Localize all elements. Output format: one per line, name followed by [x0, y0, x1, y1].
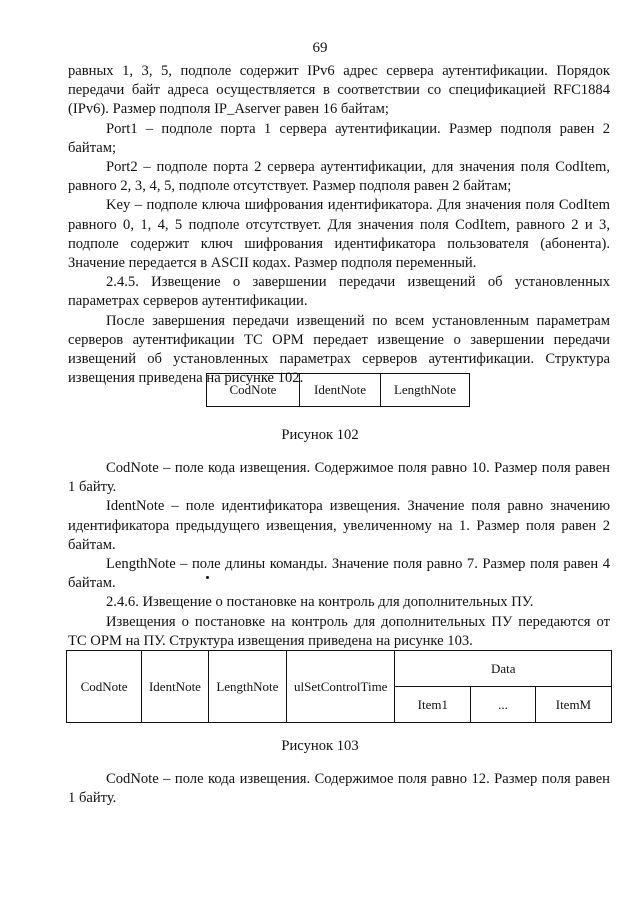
- paragraph: Port1 – подполе порта 1 сервера аутентификации. Размер подполя равен 2 байтам;: [68, 120, 610, 156]
- text-block-2: [68, 459, 610, 651]
- stray-dot: [206, 576, 209, 579]
- cell-itemm: ItemM: [535, 687, 611, 723]
- paragraph: равных 1, 3, 5, подполе содержит IPv6 адрес сервера аутентификации. Порядок передачи байт адреса осуществляется в соответствии со спецификацией RFC1884 (IPv6). Размер подполя IP_Aserver равен 16 байтам;: [68, 63, 610, 118]
- section-heading: 2.4.5. Извещение о завершении передачи извещений об установленных параметрах серверов аутентификации.: [68, 274, 610, 310]
- cell-ellipsis: ...: [471, 687, 536, 723]
- paragraph: После завершения передачи извещений по всем установленным параметрам серверов аутентификации ТС ОРМ передает извещение о завершении передачи извещений об установленных параметрах серверов аутентификации. Структура извещения приведена на рисунке 102.: [68, 312, 610, 387]
- figure-102-caption: Рисунок 102: [281, 427, 359, 443]
- cell-lengthnote: LengthNote: [208, 651, 286, 723]
- paragraph: Key – подполе ключа шифрования идентификатора. Для значения поля CodItem равного 0, 1, 4, 5 подполе отсутствует. Для значения поля CodItem, равного 2 и 3, подполе содержит ключ шифрования идентификатора пользователя (абонента). Значение передается в ASCII кодах. Размер подполя переменный.: [68, 197, 610, 272]
- page-number: 69: [312, 40, 328, 56]
- cell-item1: Item1: [395, 687, 471, 723]
- paragraph: Извещения о постановке на контроль для дополнительных ПУ передаются от ТС ОРМ на ПУ. Структура извещения приведена на рисунке 103.: [68, 613, 610, 649]
- text-block-3: [68, 770, 610, 808]
- cell-codnote: CodNote: [207, 374, 300, 407]
- paragraph: CodNote – поле кода извещения. Содержимое поля равно 10. Размер поля равен 1 байту.: [68, 460, 610, 496]
- cell-identnote: IdentNote: [142, 651, 208, 723]
- figure-102-table: [206, 373, 470, 407]
- figure-103-caption: Рисунок 103: [281, 738, 359, 754]
- text-block-1: [68, 62, 610, 388]
- figure-103-table: [66, 650, 612, 723]
- section-heading: 2.4.6. Извещение о постановке на контроль для дополнительных ПУ.: [106, 594, 534, 611]
- cell-identnote: IdentNote: [300, 374, 381, 407]
- cell-ulsetcontroltime: ulSetControlTime: [287, 651, 395, 723]
- cell-data-header: Data: [395, 651, 612, 687]
- paragraph: IdentNote – поле идентификатора извещения. Значение поля равно значению идентификатора предыдущего извещения, увеличенному на 1. Размер поля равен 2 байтам.: [68, 498, 610, 553]
- paragraph: CodNote – поле кода извещения. Содержимое поля равно 12. Размер поля равен 1 байту.: [68, 771, 610, 807]
- paragraph: Port2 – подполе порта 2 сервера аутентификации, для значения поля CodItem, равного 2, 3, 4, 5, подполе отсутствует. Размер подполя равен 2 байтам;: [68, 159, 610, 195]
- paragraph: LengthNote – поле длины команды. Значение поля равно 7. Размер поля равен 4 байтам.: [68, 556, 610, 592]
- cell-codnote: CodNote: [67, 651, 142, 723]
- cell-lengthnote: LengthNote: [381, 374, 470, 407]
